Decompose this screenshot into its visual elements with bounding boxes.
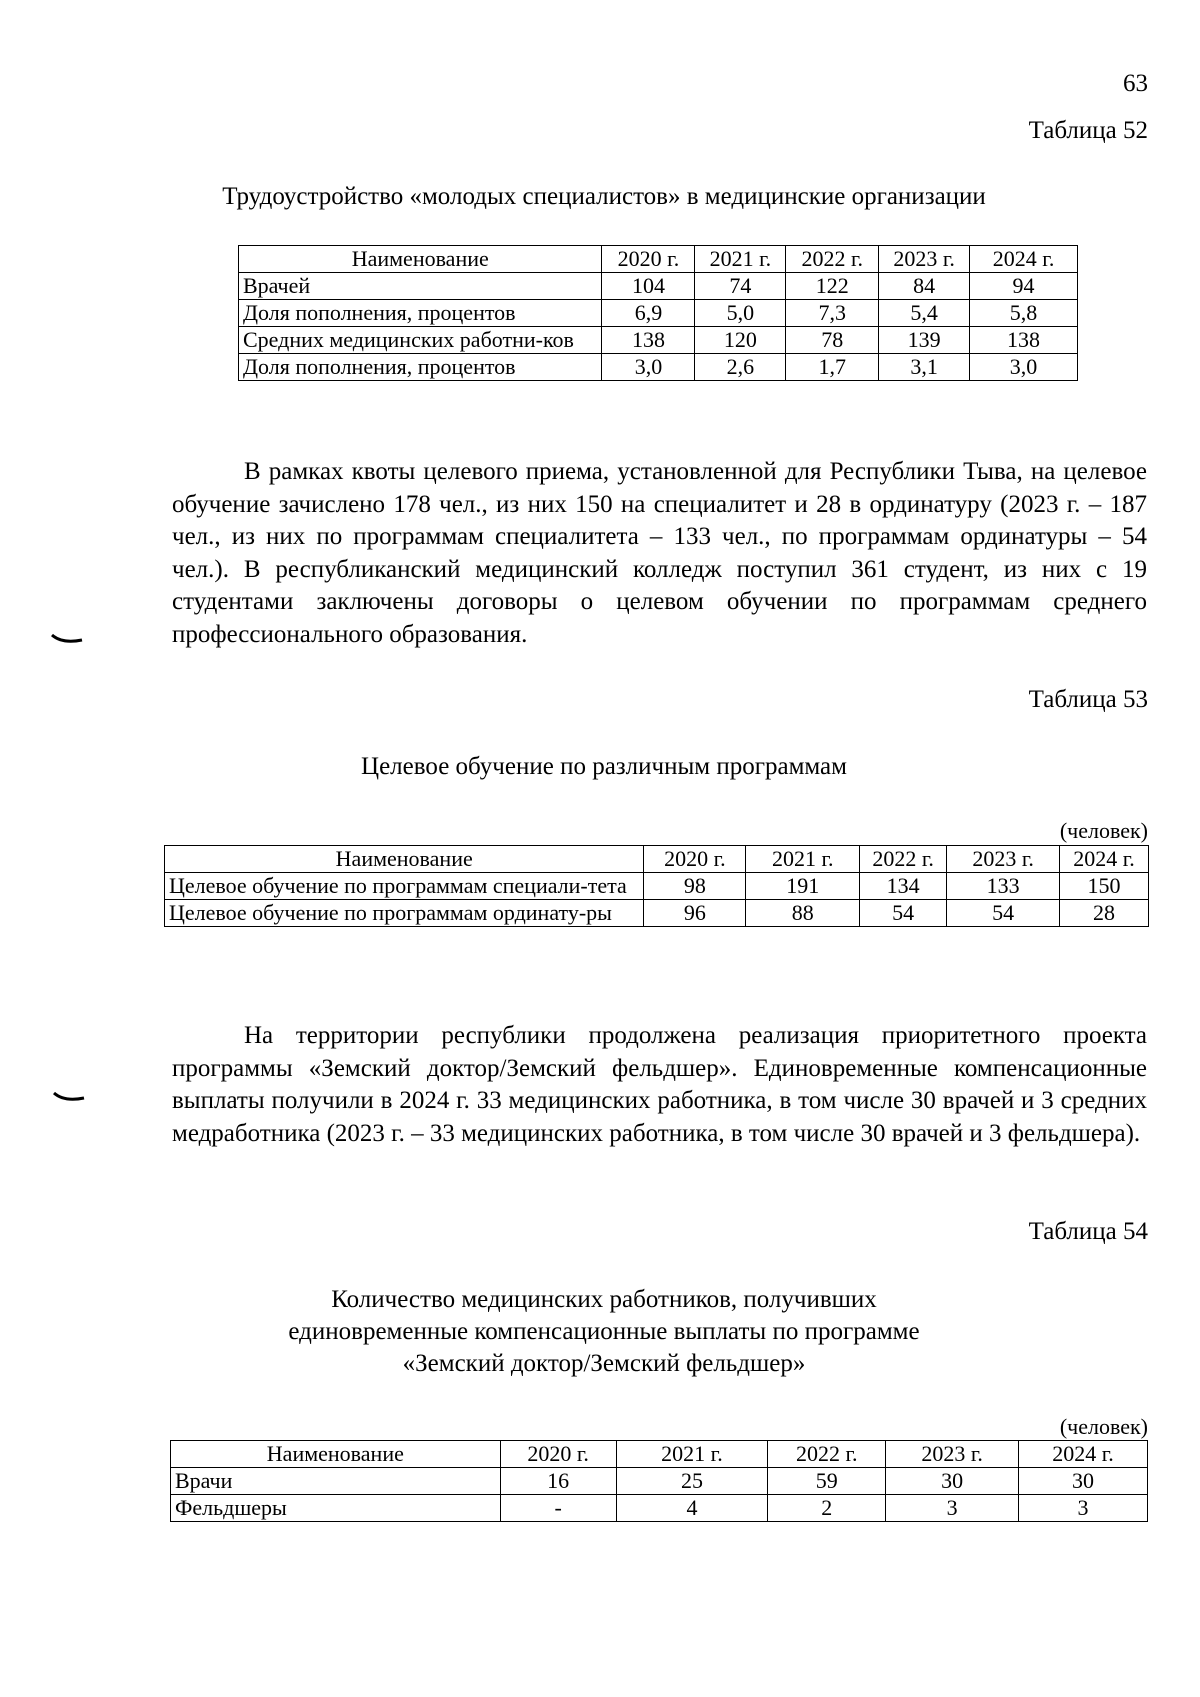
table-54-unit: (человек) [1059,1414,1148,1439]
cell-2024: 138 [970,327,1078,354]
table-52-label: Таблица 52 [1028,117,1148,144]
cell-2020: 3,0 [602,354,695,381]
table-54-label: Таблица 54 [1028,1218,1148,1245]
page-number: 63 [1123,70,1148,97]
cell-2023: 3,1 [879,354,970,381]
table-row [239,327,1078,354]
cell-2020: 96 [644,900,746,927]
cell-2024: 94 [970,273,1078,300]
table-52-header-2021: 2021 г. [695,246,786,273]
table-53-header-name: Наименование [165,846,644,873]
row-name: Доля пополнения, процентов [239,354,602,381]
row-name: Фельдшеры [171,1495,501,1522]
table-53-header-2024: 2024 г. [1060,846,1149,873]
cell-2021: 4 [616,1495,768,1522]
table-52-header-2024: 2024 г. [970,246,1078,273]
cell-2022: 54 [860,900,947,927]
table-52-header-2023: 2023 г. [879,246,970,273]
cell-2021: 120 [695,327,786,354]
table-row [239,300,1078,327]
table-row [171,1495,1148,1522]
cell-2022: 1,7 [786,354,879,381]
cell-2020: 104 [602,273,695,300]
table-53-header-row [165,846,1149,873]
table-52-header-row [239,246,1078,273]
table-52-header-name: Наименование [239,246,602,273]
table-53-header-2021: 2021 г. [746,846,860,873]
cell-2020: 6,9 [602,300,695,327]
cell-2020: 98 [644,873,746,900]
table-53-unit: (человек) [1059,818,1148,843]
cell-2024: 5,8 [970,300,1078,327]
cell-2024: 3 [1019,1495,1148,1522]
table-54-header-2024: 2024 г. [1019,1441,1148,1468]
table-53-header-2020: 2020 г. [644,846,746,873]
cell-2022: 122 [786,273,879,300]
table-52-header-2022: 2022 г. [786,246,879,273]
scan-mark [52,1090,86,1104]
table-54-title-line-2: единовременные компенсационные выплаты по программе [288,1318,920,1345]
scan-mark [50,632,84,646]
cell-2023: 139 [879,327,970,354]
table-row [165,900,1149,927]
table-53-header-2022: 2022 г. [860,846,947,873]
row-name: Доля пополнения, процентов [239,300,602,327]
table-row [239,354,1078,381]
table-54-title-line-3: «Земский доктор/Земский фельдшер» [402,1350,806,1377]
table-52-title: Трудоустройство «молодых специалистов» в медицинские организации [222,183,986,210]
cell-2020: 138 [602,327,695,354]
cell-2022: 59 [768,1468,886,1495]
paragraph-zemsky-doctor: На территории республики продолжена реализация приоритетного проекта программы «Земский доктор/Земский фельдшер». Единовременные компенсационные выплаты получили в 2024 г. 33 медицинских работника, в том числе 30 врачей и 3 средних медработника (2023 г. – 33 медицинских работника, в том числе 30 врачей и 3 фельдшера). [172,1022,1147,1147]
cell-2021: 25 [616,1468,768,1495]
row-name: Врачи [171,1468,501,1495]
table-53 [164,845,1149,927]
paragraph-target-admission: В рамках квоты целевого приема, установленной для Республики Тыва, на целевое обучение зачислено 178 чел., из них 150 на специалитет и 28 в ординатуру (2023 г. – 187 чел., из них по программам специалитета – 133 чел., по программам ординатуры – 54 чел.). В республиканский медицинский колледж поступил 361 студент, из них с 19 студентами заключены договоры о целевом обучении по программам среднего профессионального образования. [172,458,1147,648]
cell-2024: 30 [1019,1468,1148,1495]
table-53-label: Таблица 53 [1028,686,1148,713]
cell-2022: 7,3 [786,300,879,327]
table-54-header-2020: 2020 г. [500,1441,616,1468]
table-54 [170,1440,1148,1522]
table-54-header-2022: 2022 г. [768,1441,886,1468]
table-54-header-2023: 2023 г. [886,1441,1019,1468]
row-name: Средних медицинских работни-ков [239,327,602,354]
cell-2022: 78 [786,327,879,354]
cell-2024: 150 [1060,873,1149,900]
cell-2022: 134 [860,873,947,900]
cell-2023: 54 [947,900,1060,927]
table-54-header-name: Наименование [171,1441,501,1468]
table-row [165,873,1149,900]
cell-2022: 2 [768,1495,886,1522]
cell-2023: 5,4 [879,300,970,327]
cell-2021: 88 [746,900,860,927]
table-row [239,273,1078,300]
table-54-header-2021: 2021 г. [616,1441,768,1468]
row-name: Врачей [239,273,602,300]
table-52 [238,245,1078,381]
cell-2023: 3 [886,1495,1019,1522]
cell-2024: 28 [1060,900,1149,927]
table-53-header-2023: 2023 г. [947,846,1060,873]
cell-2020: - [500,1495,616,1522]
table-row [171,1468,1148,1495]
cell-2023: 30 [886,1468,1019,1495]
cell-2023: 84 [879,273,970,300]
cell-2023: 133 [947,873,1060,900]
table-54-header-row [171,1441,1148,1468]
cell-2021: 191 [746,873,860,900]
table-53-title: Целевое обучение по различным программам [361,753,847,780]
row-name: Целевое обучение по программам специали-тета [165,873,644,900]
table-54-title-line-1: Количество медицинских работников, получивших [331,1286,877,1313]
cell-2024: 3,0 [970,354,1078,381]
cell-2020: 16 [500,1468,616,1495]
table-52-header-2020: 2020 г. [602,246,695,273]
cell-2021: 2,6 [695,354,786,381]
row-name: Целевое обучение по программам ординату-ры [165,900,644,927]
cell-2021: 5,0 [695,300,786,327]
cell-2021: 74 [695,273,786,300]
